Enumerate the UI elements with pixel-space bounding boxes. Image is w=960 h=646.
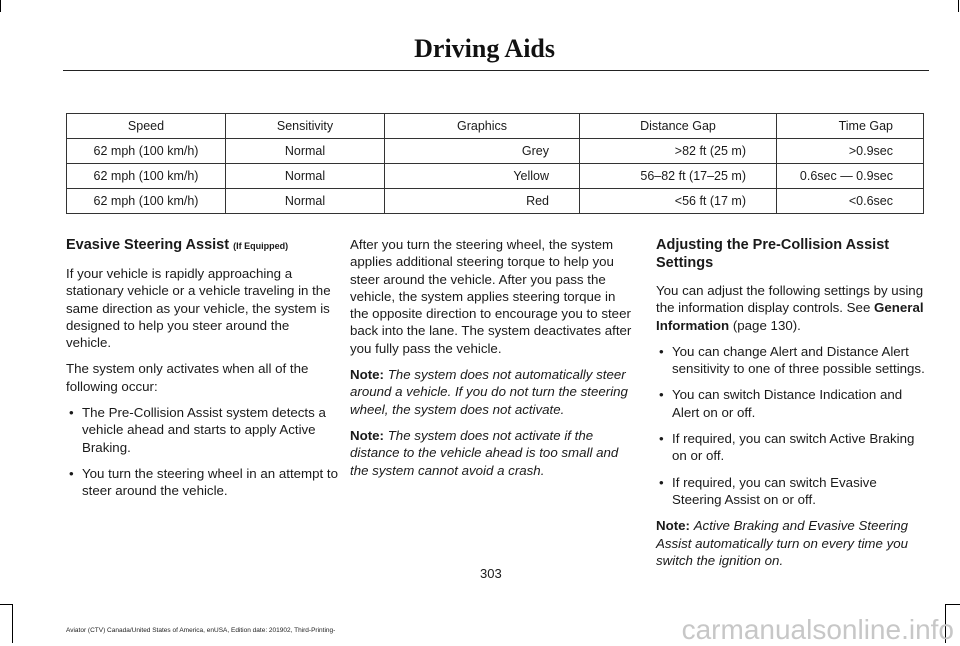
note-text: The system does not automatically steer around a vehicle. If you do not turn the steering wheel, the system does not activate. bbox=[350, 367, 628, 417]
column-header-graphics: Graphics bbox=[385, 114, 580, 139]
column-header-speed: Speed bbox=[67, 114, 226, 139]
intro-text: You can adjust the following settings by using the information display controls. See bbox=[656, 283, 924, 316]
edition-footer: Aviator (CTV) Canada/United States of America, enUSA, Edition date: 201902, Third-Printing- bbox=[66, 627, 336, 634]
list-item: • If required, you can switch Evasive Steering Assist on or off. bbox=[656, 474, 928, 509]
note-text: Active Braking and Evasive Steering Assist automatically turn on every time you switch the ignition on. bbox=[656, 518, 909, 568]
note-label: Note: bbox=[350, 427, 384, 443]
heading-suffix: (If Equipped) bbox=[233, 241, 289, 251]
page-number: 303 bbox=[480, 566, 502, 581]
table-cell: >0.9sec bbox=[777, 139, 924, 164]
table-cell: <56 ft (17 m) bbox=[580, 189, 777, 214]
page-reference: (page 130). bbox=[732, 317, 801, 333]
paragraph: After you turn the steering wheel, the system applies additional steering torque to help you steer around the vehicle. After you pass the vehicle, the system applies steering torque in the opposite direction to encourage you to steer back into the lane. The system deactivates after you fully pass the vehicle. bbox=[350, 237, 632, 356]
table-cell: 0.6sec — 0.9sec bbox=[777, 164, 924, 189]
table-row bbox=[67, 189, 924, 214]
paragraph: The system only activates when all of the following occur: bbox=[66, 361, 309, 394]
column-right bbox=[656, 236, 928, 578]
column-middle bbox=[350, 236, 633, 488]
section-heading-evasive-steering bbox=[66, 236, 338, 255]
list-item: • The Pre-Collision Assist system detects a vehicle ahead and starts to apply Active Braking. bbox=[66, 404, 338, 456]
column-header-distance-gap: Distance Gap bbox=[580, 114, 777, 139]
settings-table bbox=[66, 113, 924, 214]
section-heading-adjusting-settings: Adjusting the Pre-Collision Assist Settings bbox=[656, 237, 890, 271]
table-cell: Yellow bbox=[385, 164, 580, 189]
crop-mark-bottom-left-h bbox=[0, 604, 12, 605]
table-cell: Grey bbox=[385, 139, 580, 164]
crop-mark-bottom-left bbox=[12, 604, 13, 643]
table-cell: Red bbox=[385, 189, 580, 214]
note bbox=[350, 366, 633, 418]
table-cell: 56–82 ft (17–25 m) bbox=[580, 164, 777, 189]
column-left bbox=[66, 236, 338, 509]
watermark-logo: carmanualsonline.info bbox=[681, 614, 954, 645]
note-label: Note: bbox=[656, 518, 690, 534]
table-header-row bbox=[67, 114, 924, 139]
paragraph: If your vehicle is rapidly approaching a stationary vehicle or a vehicle traveling in the same direction as your vehicle, the system is designed to help you steer around the vehicle. bbox=[66, 266, 331, 351]
note bbox=[656, 517, 928, 569]
table-row bbox=[67, 164, 924, 189]
header-divider bbox=[63, 70, 929, 71]
note-text: The system does not activate if the distance to the vehicle ahead is too small and the system cannot avoid a crash. bbox=[350, 427, 619, 478]
table-row bbox=[67, 139, 924, 164]
crop-mark-top-left bbox=[0, 0, 1, 12]
table-cell: Normal bbox=[226, 164, 385, 189]
page-title: Driving Aids bbox=[414, 34, 555, 63]
table-cell: >82 ft (25 m) bbox=[580, 139, 777, 164]
crop-mark-top-right bbox=[958, 0, 959, 12]
bullet-list bbox=[66, 404, 338, 499]
table-cell: 62 mph (100 km/h) bbox=[67, 164, 226, 189]
list-item: • If required, you can switch Active Braking on or off. bbox=[656, 430, 928, 465]
table-cell: <0.6sec bbox=[777, 189, 924, 214]
column-header-time-gap: Time Gap bbox=[777, 114, 924, 139]
table-cell: Normal bbox=[226, 189, 385, 214]
heading-text: Evasive Steering Assist bbox=[66, 237, 230, 253]
column-header-sensitivity: Sensitivity bbox=[226, 114, 385, 139]
table-cell: Normal bbox=[226, 139, 385, 164]
bullet-list bbox=[656, 343, 928, 508]
list-item: • You can switch Distance Indication and Alert on or off. bbox=[656, 386, 928, 421]
paragraph bbox=[656, 282, 928, 334]
crop-mark-bottom-right-h bbox=[946, 604, 960, 605]
list-item: • You can change Alert and Distance Alert sensitivity to one of three possible settings. bbox=[656, 343, 928, 378]
cross-reference-link[interactable]: General Information bbox=[656, 300, 924, 333]
table-cell: 62 mph (100 km/h) bbox=[67, 189, 226, 214]
table-cell: 62 mph (100 km/h) bbox=[67, 139, 226, 164]
note bbox=[350, 427, 633, 479]
note-label: Note: bbox=[350, 367, 384, 383]
list-item: • You turn the steering wheel in an attempt to steer around the vehicle. bbox=[66, 465, 338, 500]
